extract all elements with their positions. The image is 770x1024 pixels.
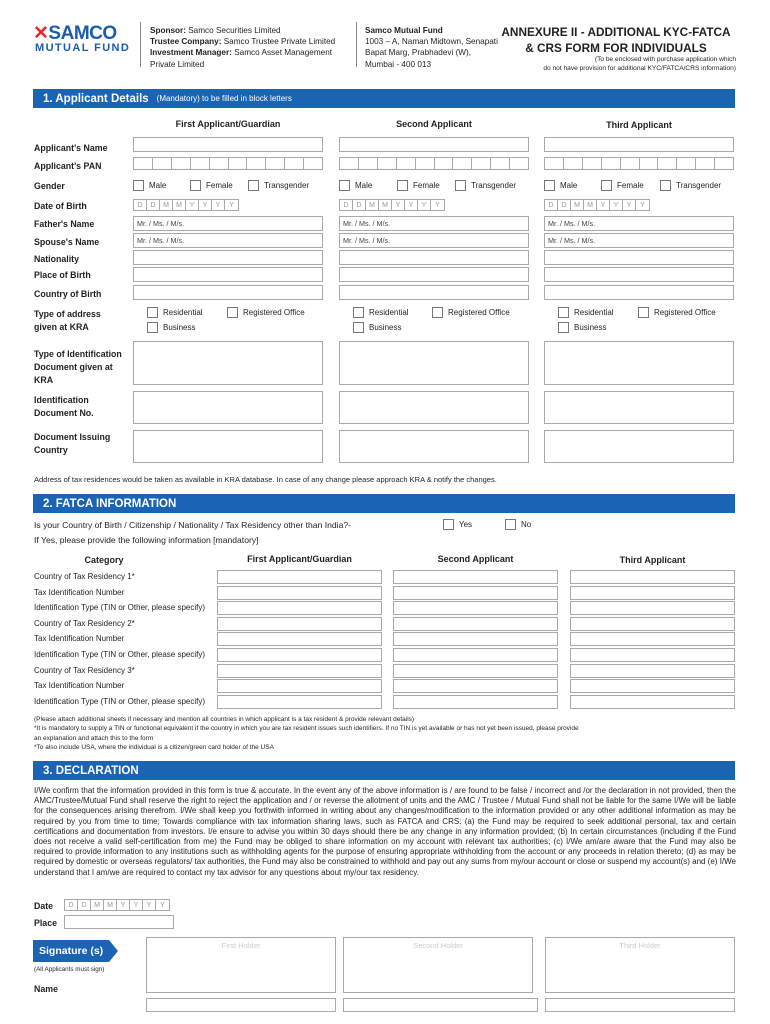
gender-male-option[interactable] [339, 180, 372, 191]
checkbox[interactable] [248, 180, 259, 191]
fatca-cell-input[interactable] [217, 648, 382, 662]
option-label: Registered Office [243, 308, 305, 317]
applicant-name-input[interactable] [339, 137, 529, 152]
fatca-cell-input[interactable] [393, 648, 558, 662]
gender-transgender-option[interactable] [455, 180, 516, 191]
label-line: given at KRA [34, 322, 89, 332]
form-title [496, 24, 736, 56]
fatca-row-label: Identification Type (TIN or Other, please specify) [34, 696, 206, 706]
country-of-birth-input[interactable] [339, 285, 529, 300]
fatca-row-label: Tax Identification Number [34, 634, 125, 644]
applicant-name-input[interactable] [133, 137, 323, 152]
spouse-name-input[interactable]: Mr. / Ms. / M/s. [544, 233, 734, 248]
section-subtitle: (Mandatory) to be filled in block letters [156, 94, 292, 103]
date-digit: M [379, 200, 392, 210]
fatca-question: Is your Country of Birth / Citizenship / Nationality / Tax Residency other than India?- [34, 520, 352, 530]
checkbox[interactable] [353, 322, 364, 333]
checkbox[interactable] [432, 307, 443, 318]
logo-word: SAMCO [48, 23, 117, 44]
date-digit: Y [405, 200, 418, 210]
fatca-notes [34, 715, 579, 752]
signature-box-third[interactable] [545, 937, 735, 993]
fatca-cell-input[interactable] [393, 601, 558, 615]
section-title: 3. DECLARATION [43, 764, 139, 777]
id-number-input[interactable] [133, 391, 323, 424]
id-type-input[interactable] [544, 341, 734, 385]
option-label: Female [206, 181, 233, 190]
father-name-input[interactable]: Mr. / Ms. / M/s. [133, 216, 323, 231]
label-spouse-name: Spouse's Name [34, 237, 100, 247]
date-digit: D [78, 900, 91, 910]
label-address-type [34, 308, 101, 334]
id-type-input[interactable] [133, 341, 323, 385]
option-label: Male [149, 181, 167, 190]
address-line: Mumbai - 400 013 [365, 59, 431, 69]
id-number-input[interactable] [339, 391, 529, 424]
date-digit: Y [186, 200, 199, 210]
issuing-country-input[interactable] [544, 430, 734, 463]
declaration-date-label: Date [34, 901, 54, 911]
label-applicant-name: Applicant's Name [34, 143, 108, 153]
applicant-pan-input[interactable] [339, 157, 529, 170]
fatca-cell-input[interactable] [570, 570, 735, 584]
column-first-applicant: First Applicant/Guardian [175, 119, 281, 129]
date-digit: D [147, 200, 160, 210]
signature-box-label: Third Holder [619, 941, 661, 950]
checkbox[interactable] [147, 307, 158, 318]
fatca-cell-input[interactable] [217, 586, 382, 600]
fatca-cell-input[interactable] [393, 632, 558, 646]
fatca-note: (Please attach additional sheets if necessary and mention all countries in which applicant is a tax resident & provide relevant details) [34, 716, 415, 723]
fatca-yes-option[interactable] [443, 519, 472, 530]
label-father-name: Father's Name [34, 219, 95, 229]
form-title-line: & CRS FORM FOR INDIVIDUALS [525, 41, 707, 55]
checkbox[interactable] [558, 322, 569, 333]
address-business-option[interactable] [353, 322, 401, 333]
fatca-row-label: Country of Tax Residency 3* [34, 665, 135, 675]
fatca-row-label: Tax Identification Number [34, 681, 125, 691]
option-label: Residential [574, 308, 614, 317]
date-digit: D [545, 200, 558, 210]
label-line: Document given at [34, 362, 113, 372]
signature-note: (All Applicants must sign) [34, 966, 105, 973]
applicant-pan-input[interactable] [544, 157, 734, 170]
gender-transgender-option[interactable] [248, 180, 309, 191]
sponsor-label: Sponsor: [150, 26, 186, 35]
date-digit: Y [199, 200, 212, 210]
address-registered-option[interactable] [432, 307, 510, 318]
applicant-name-input[interactable] [544, 137, 734, 152]
fatca-cell-input[interactable] [217, 601, 382, 615]
gender-male-option[interactable] [133, 180, 166, 191]
fatca-cell-input[interactable] [217, 617, 382, 631]
section-title: 1. Applicant Details [43, 92, 149, 105]
checkbox[interactable] [505, 519, 516, 530]
option-label: Yes [459, 520, 473, 529]
date-of-birth-input[interactable] [339, 199, 445, 211]
date-digit: Y [392, 200, 405, 210]
section-title: 2. FATCA INFORMATION [43, 497, 177, 510]
logo-mark-icon: ✕ [33, 23, 49, 44]
id-number-input[interactable] [544, 391, 734, 424]
label-line: Type of address [34, 309, 101, 319]
gender-female-option[interactable] [601, 180, 644, 191]
sponsor-block [150, 25, 355, 70]
nationality-input[interactable] [339, 250, 529, 265]
date-digit: Y [435, 202, 440, 209]
fatca-cell-input[interactable] [217, 695, 382, 709]
form-note-line: (To be enclosed with purchase application which [594, 56, 736, 63]
option-label: Residential [163, 308, 203, 317]
date-of-birth-input[interactable] [133, 199, 239, 211]
signature-box-label: Second Holder [413, 941, 463, 950]
name-input-second[interactable] [343, 998, 538, 1012]
date-of-birth-input[interactable] [544, 199, 650, 211]
label-line: Document No. [34, 408, 94, 418]
signature-label: Signature (s) [39, 945, 104, 957]
logo-subtitle: MUTUAL FUND [35, 42, 131, 54]
declaration-text: I/We confirm that the information provided in this form is true & accurate. In the event any of the above information is / are found to be false / incorrect and /or the declaration in not provided, then the AMC/Trustee/Mutual Fund shall reserve the right to reject the application and / or reverse the allotment of units and the AMC / Trustee / Mutual Fund shall not be liable for the same I/We will be liable for the consequences arising therefrom. I/We shall keep you forthwith informed in writing about any changes/modification to the information provided or any other additional information as may be required by you from time to time; Towards compliance with tax information sharing laws, such as FATCA and CRS: (a) the Fund may be required to seek additional personal, tax and certain certifications and documentation from investors. I/e ensure to advise you within 30 days should there be any change in any information provided; (b) In certain circumstances (including if the Fund does not receive a valid self-certification from me) the Fund may be obliged to share information on my account with relevant tax authorities; (c) I/We am/are aware that the Fund may also be required to provide information to any institutions such as withholding agents for the purpose of ensuring appropriate withholding from the account or any proceeds in relation thereto; (d) as may be required by domestic or overseas regulators/ tax authorities, the Fund may also be constrained to withhold and pay out any sums from my/our account or close or suspend my account(s) and (e) I/We understand that I am/we are required to contact my tax advisor for any questions about my/our tax residency. [34, 786, 736, 877]
address-registered-option[interactable] [638, 307, 716, 318]
fatca-column-third: Third Applicant [619, 555, 686, 565]
label-date-of-birth: Date of Birth [34, 201, 87, 211]
father-name-input[interactable]: Mr. / Ms. / M/s. [544, 216, 734, 231]
date-digit: Y [143, 900, 156, 910]
date-digit: D [558, 200, 571, 210]
date-digit: Y [212, 200, 225, 210]
fatca-cell-input[interactable] [570, 695, 735, 709]
issuing-country-input[interactable] [339, 430, 529, 463]
date-digit: Y [640, 202, 645, 209]
date-digit: Y [610, 200, 623, 210]
declaration-name-label: Name [34, 984, 58, 994]
section-applicant-details [33, 89, 735, 108]
manager-label: Investment Manager: [150, 48, 232, 58]
option-label: Female [413, 181, 440, 190]
country-of-birth-input[interactable] [133, 285, 323, 300]
form-note [476, 55, 736, 73]
fatca-cell-input[interactable] [393, 695, 558, 709]
label-id-type [34, 348, 122, 387]
label-line: Type of Identification [34, 349, 122, 359]
name-input-first[interactable] [146, 998, 336, 1012]
label-line: Identification [34, 395, 89, 405]
option-label: Female [617, 181, 644, 190]
fatca-row-label: Identification Type (TIN or Other, please specify) [34, 650, 206, 659]
checkbox[interactable] [190, 180, 201, 191]
date-digit: D [65, 900, 78, 910]
address-registered-option[interactable] [227, 307, 305, 318]
gender-transgender-option[interactable] [660, 180, 721, 191]
label-issuing-country [34, 431, 110, 457]
address-residential-option[interactable] [558, 307, 614, 318]
fatca-cell-input[interactable] [393, 679, 558, 693]
fatca-cell-input[interactable] [570, 664, 735, 678]
date-digit: M [160, 200, 173, 210]
option-label: Registered Office [448, 308, 510, 317]
date-digit: M [173, 200, 186, 210]
fatca-row-label: Country of Tax Residency 2* [34, 618, 135, 628]
sponsor-value: Samco Securities Limited [188, 26, 281, 35]
fatca-cell-input[interactable] [570, 586, 735, 600]
father-name-input[interactable]: Mr. / Ms. / M/s. [339, 216, 529, 231]
date-digit: D [340, 200, 353, 210]
date-digit: M [104, 900, 117, 910]
form-title-line: ANNEXURE II - ADDITIONAL KYC-FATCA [501, 25, 731, 39]
fatca-cell-input[interactable] [393, 664, 558, 678]
declaration-date-input[interactable] [64, 899, 170, 911]
trustee-value: Samco Trustee Private Limited [223, 37, 336, 47]
option-label: No [521, 520, 532, 529]
fatca-if-yes: If Yes, please provide the following information [mandatory] [34, 535, 259, 545]
declaration-place-input[interactable] [64, 915, 174, 929]
header-divider [140, 22, 141, 67]
label-gender: Gender [34, 181, 65, 191]
checkbox[interactable] [133, 180, 144, 191]
fatca-cell-input[interactable] [570, 679, 735, 693]
signature-box-first[interactable] [146, 937, 336, 993]
date-digit: D [353, 200, 366, 210]
option-label: Registered Office [654, 308, 716, 317]
option-label: Business [369, 323, 402, 332]
fatca-column-second: Second Applicant [437, 554, 514, 564]
checkbox[interactable] [660, 180, 671, 191]
nationality-input[interactable] [544, 250, 734, 265]
kra-footnote: Address of tax residences would be taken as available in KRA database. In case of any change please approach KRA & notify the changes. [34, 475, 497, 484]
gender-male-option[interactable] [544, 180, 577, 191]
fatca-row-label: Identification Type (TIN or Other, please specify) [34, 603, 206, 613]
place-of-birth-input[interactable] [339, 267, 529, 282]
fatca-row-label: Country of Tax Residency 1* [34, 572, 135, 581]
section-declaration [33, 761, 735, 780]
fatca-cell-input[interactable] [217, 632, 382, 646]
place-of-birth-input[interactable] [133, 267, 323, 282]
fatca-cell-input[interactable] [393, 570, 558, 584]
column-second-applicant: Second Applicant [396, 119, 472, 129]
date-digit: Y [160, 902, 165, 909]
fatca-column-first: First Applicant/Guardian [247, 554, 352, 564]
fatca-note: an explanation and attach this to the form [34, 734, 154, 742]
date-digit: Y [130, 900, 143, 910]
fatca-cell-input[interactable] [570, 648, 735, 662]
date-digit: M [91, 900, 104, 910]
date-digit: M [571, 200, 584, 210]
header-divider-2 [356, 22, 357, 67]
section-fatca [33, 494, 735, 513]
checkbox[interactable] [339, 180, 350, 191]
label-place-of-birth: Place of Birth [34, 270, 91, 280]
date-digit: Y [418, 200, 431, 210]
option-label: Male [560, 181, 578, 190]
manager-value: Samco Asset Management Private Limited [150, 48, 333, 69]
label-nationality: Nationality [34, 254, 79, 264]
date-digit: M [584, 200, 597, 210]
id-type-input[interactable] [339, 341, 529, 385]
fatca-cell-input[interactable] [570, 601, 735, 615]
spouse-name-input[interactable]: Mr. / Ms. / M/s. [339, 233, 529, 248]
address-residential-option[interactable] [147, 307, 203, 318]
address-line: Bapat Marg, Prabhadevi (W), [365, 48, 472, 58]
label-id-number [34, 394, 94, 420]
checkbox[interactable] [227, 307, 238, 318]
fatca-cell-input[interactable] [217, 570, 382, 584]
column-third-applicant: Third Applicant [606, 120, 672, 130]
address-line: 1003 – A, Naman Midtown, Senapati [365, 37, 498, 47]
address-business-option[interactable] [558, 322, 606, 333]
date-digit: D [134, 200, 147, 210]
signature-tab [33, 940, 109, 962]
label-line: KRA [34, 375, 54, 385]
fatca-note: *It is mandatory to supply a TIN or functional equivalent if the country in which you are tax resident issues such identifiers. If no TIN is yet available or has not yet been issued, please provide [34, 725, 579, 733]
country-of-birth-input[interactable] [544, 285, 734, 300]
checkbox[interactable] [353, 307, 364, 318]
nationality-input[interactable] [133, 250, 323, 265]
fatca-note: *To also include USA, where the individual is a citizen/green card holder of the USA [34, 743, 274, 751]
fund-name: Samco Mutual Fund [365, 26, 443, 35]
label-country-of-birth: Country of Birth [34, 289, 102, 299]
label-line: Document Issuing [34, 432, 111, 442]
checkbox[interactable] [443, 519, 454, 530]
date-digit: Y [623, 200, 636, 210]
checkbox[interactable] [147, 322, 158, 333]
label-line: Country [34, 445, 68, 455]
gender-female-option[interactable] [397, 180, 440, 191]
name-input-third[interactable] [545, 998, 735, 1012]
option-label: Transgender [471, 181, 517, 190]
place-of-birth-input[interactable] [544, 267, 734, 282]
fatca-category-header: Category [84, 555, 124, 565]
date-digit: Y [117, 900, 130, 910]
option-label: Male [355, 181, 373, 190]
date-digit: Y [597, 200, 610, 210]
spouse-name-input[interactable]: Mr. / Ms. / M/s. [133, 233, 323, 248]
form-note-line: do not have provision for additional KYC/FATCA/CRS information) [543, 65, 736, 72]
applicant-pan-input[interactable] [133, 157, 323, 170]
checkbox[interactable] [601, 180, 612, 191]
signature-box-label: First Holder [221, 941, 261, 950]
fatca-cell-input[interactable] [393, 617, 558, 631]
fatca-cell-input[interactable] [217, 664, 382, 678]
issuing-country-input[interactable] [133, 430, 323, 463]
fatca-no-option[interactable] [505, 519, 531, 530]
address-residential-option[interactable] [353, 307, 409, 318]
address-business-option[interactable] [147, 322, 195, 333]
date-digit: M [366, 200, 379, 210]
declaration-place-label: Place [34, 918, 57, 928]
fatca-cell-input[interactable] [217, 679, 382, 693]
option-label: Business [163, 323, 196, 332]
option-label: Business [574, 323, 607, 332]
option-label: Transgender [676, 181, 722, 190]
option-label: Residential [369, 308, 409, 317]
checkbox[interactable] [558, 307, 569, 318]
checkbox[interactable] [638, 307, 649, 318]
fatca-cell-input[interactable] [393, 586, 558, 600]
fatca-row-label: Tax Identification Number [34, 587, 125, 597]
gender-female-option[interactable] [190, 180, 233, 191]
checkbox[interactable] [455, 180, 466, 191]
fatca-cell-input[interactable] [570, 617, 735, 631]
checkbox[interactable] [544, 180, 555, 191]
checkbox[interactable] [397, 180, 408, 191]
option-label: Transgender [264, 181, 310, 190]
trustee-label: Trustee Company: [150, 37, 222, 47]
date-digit: Y [229, 202, 234, 209]
signature-box-second[interactable] [343, 937, 533, 993]
label-applicant-pan: Applicant's PAN [34, 161, 102, 171]
fatca-cell-input[interactable] [570, 632, 735, 646]
